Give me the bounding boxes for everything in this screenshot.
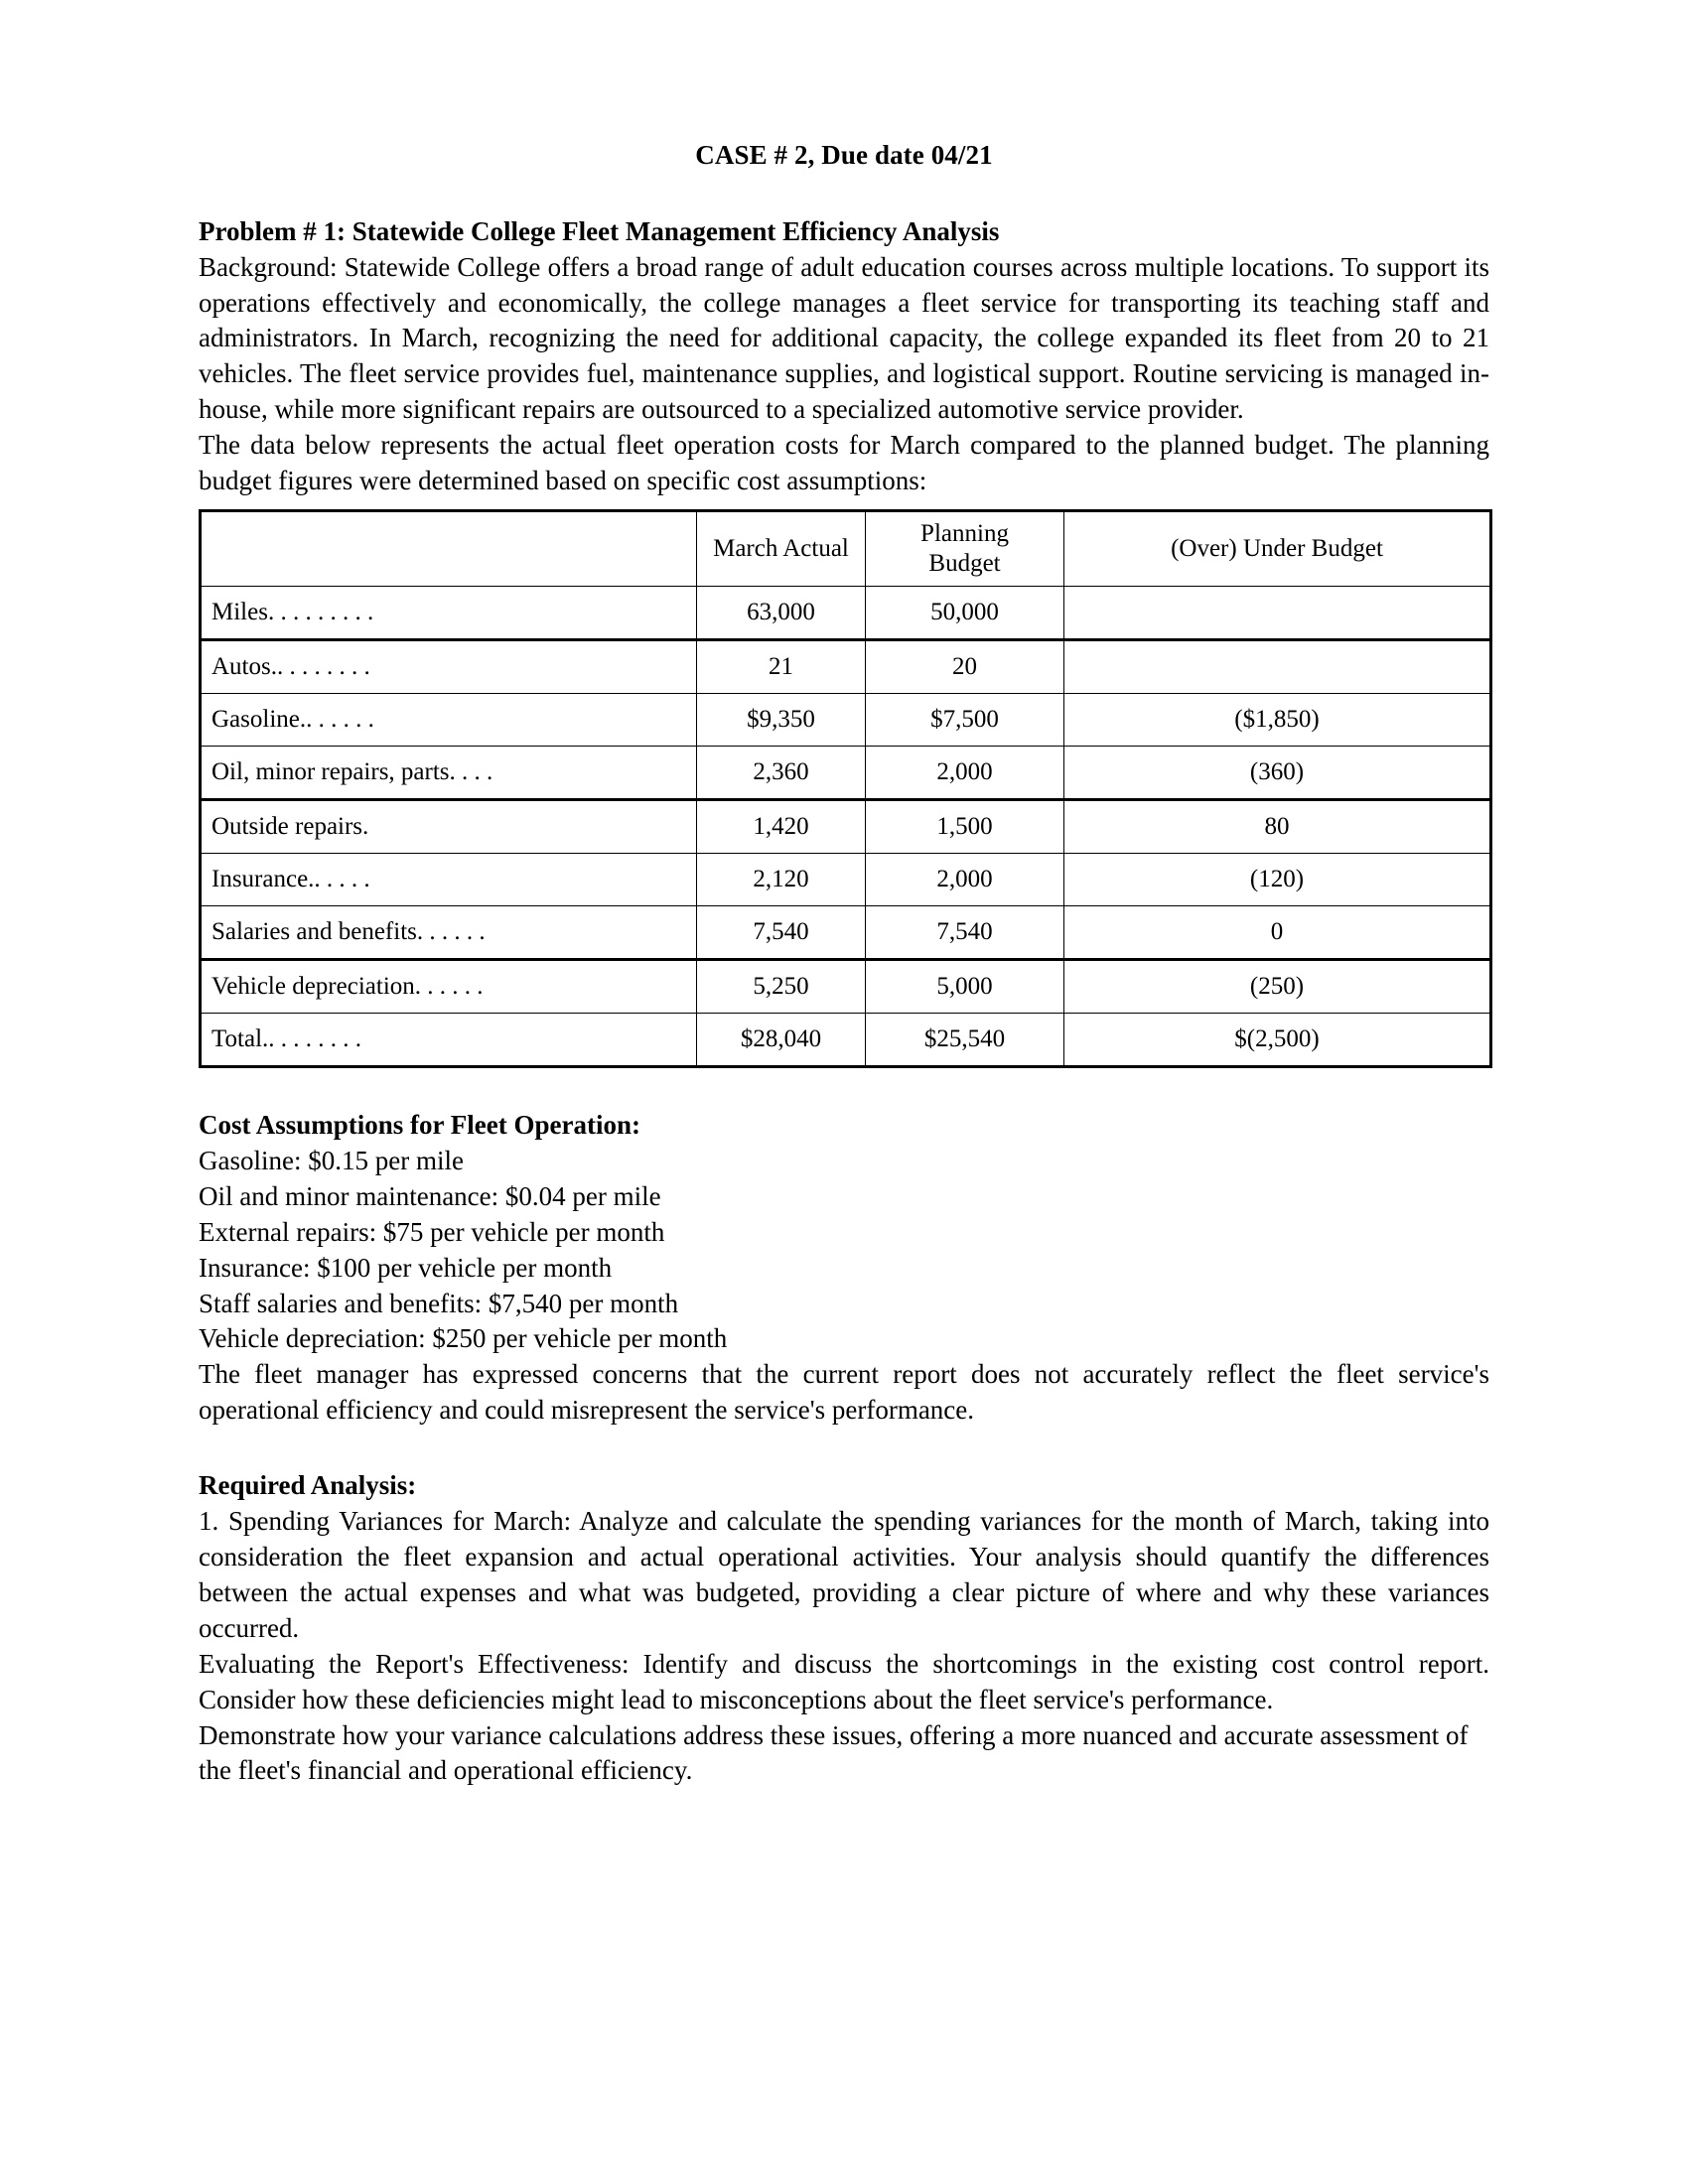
row-label-insurance: Insurance.. . . . .: [201, 854, 697, 906]
cell-salaries-variance: 0: [1064, 906, 1491, 960]
cell-miles-variance: [1064, 587, 1491, 640]
required-item-demonstrate-variance: Demonstrate how your variance calculations address these issues, offering a more nuanced and accurate assessment of the fleet's financial and operational efficiency.: [199, 1719, 1469, 1786]
planning-budget-line2: Budget: [928, 550, 1001, 577]
table-row: [201, 587, 1491, 640]
row-label-vehicle-depreciation: Vehicle depreciation. . . . . .: [201, 960, 697, 1014]
cost-assumptions-heading: Cost Assumptions for Fleet Operation:: [199, 1110, 640, 1140]
cost-assumption-external-repairs: External repairs: $75 per vehicle per month: [199, 1216, 665, 1247]
fleet-cost-table: [199, 509, 1492, 1068]
cell-autos-variance: [1064, 640, 1491, 694]
table-row: [201, 640, 1491, 694]
row-label-autos: Autos.. . . . . . . .: [201, 640, 697, 694]
cell-gasoline-variance: ($1,850): [1064, 694, 1491, 747]
cost-assumption-staff-salaries: Staff salaries and benefits: $7,540 per month: [199, 1288, 679, 1318]
cell-autos-budget: 20: [866, 640, 1064, 694]
manager-concern-paragraph: The fleet manager has expressed concerns that the current report does not accurately reflect the fleet service's operational efficiency and could misrepresent the service's performance.: [199, 1359, 1489, 1426]
table-body: [201, 587, 1491, 1067]
cell-total-budget: $25,540: [866, 1014, 1064, 1067]
cell-salaries-budget: 7,540: [866, 906, 1064, 960]
table-row: [201, 800, 1491, 854]
table-row: [201, 694, 1491, 747]
cell-oil-variance: (360): [1064, 747, 1491, 800]
row-label-outside-repairs: Outside repairs.: [201, 800, 697, 854]
cell-total-variance: $(2,500): [1064, 1014, 1491, 1067]
spacer-after-table: [199, 1068, 1489, 1108]
cost-assumption-oil-maintenance: Oil and minor maintenance: $0.04 per mile: [199, 1180, 661, 1211]
cost-assumption-gasoline: Gasoline: $0.15 per mile: [199, 1145, 464, 1175]
cell-depreciation-budget: 5,000: [866, 960, 1064, 1014]
cell-outside-repairs-actual: 1,420: [697, 800, 866, 854]
cell-miles-actual: 63,000: [697, 587, 866, 640]
column-header-march-actual: March Actual: [697, 511, 866, 587]
data-intro-paragraph: The data below represents the actual fleet operation costs for March compared to the planned budget. The planning budget figures were determined based on specific cost assumptions:: [199, 430, 1489, 496]
cell-depreciation-variance: (250): [1064, 960, 1491, 1014]
table-row: [201, 960, 1491, 1014]
table-header-row: [201, 511, 1491, 587]
required-analysis-heading: Required Analysis:: [199, 1470, 417, 1501]
cost-assumption-vehicle-depreciation: Vehicle depreciation: $250 per vehicle per month: [199, 1323, 728, 1354]
cell-salaries-actual: 7,540: [697, 906, 866, 960]
table-row: [201, 906, 1491, 960]
cell-insurance-actual: 2,120: [697, 854, 866, 906]
table-row: [201, 747, 1491, 800]
table-header: [201, 511, 1491, 587]
cell-insurance-variance: (120): [1064, 854, 1491, 906]
row-label-oil-minor-repairs-parts: Oil, minor repairs, parts. . . .: [201, 747, 697, 800]
cell-autos-actual: 21: [697, 640, 866, 694]
background-paragraph: Background: Statewide College offers a broad range of adult education courses across multiple locations. To support its operations effectively and economically, the college manages a fleet service for transporting its teaching staff and administrators. In March, recognizing the need for additional capacity, the college expanded its fleet from 20 to 21 vehicles. The fleet service provides fuel, maintenance supplies, and logistical support. Routine servicing is managed in-house, while more significant repairs are outsourced to a specialized automotive service provider.: [199, 251, 1489, 425]
table-row: [201, 854, 1491, 906]
row-label-salaries-and-benefits: Salaries and benefits. . . . . .: [201, 906, 697, 960]
table-row-total: [201, 1014, 1491, 1067]
column-header-over-under-budget: (Over) Under Budget: [1064, 511, 1491, 587]
cell-depreciation-actual: 5,250: [697, 960, 866, 1014]
cell-miles-budget: 50,000: [866, 587, 1064, 640]
spacer-before-required: [199, 1429, 1489, 1468]
cell-outside-repairs-variance: 80: [1064, 800, 1491, 854]
row-label-total: Total.. . . . . . . .: [201, 1014, 697, 1067]
column-header-planning-budget: [866, 511, 1064, 587]
cell-total-actual: $28,040: [697, 1014, 866, 1067]
cell-gasoline-actual: $9,350: [697, 694, 866, 747]
cell-oil-budget: 2,000: [866, 747, 1064, 800]
cell-insurance-budget: 2,000: [866, 854, 1064, 906]
planning-budget-line1: Planning: [920, 520, 1009, 547]
document-content: [199, 139, 1489, 1789]
cost-assumption-insurance: Insurance: $100 per vehicle per month: [199, 1252, 613, 1283]
required-item-report-effectiveness: Evaluating the Report's Effectiveness: Identify and discuss the shortcomings in the existing cost control report. Consider how these deficiencies might lead to misconceptions about the fleet service's performance.: [199, 1648, 1489, 1714]
cell-gasoline-budget: $7,500: [866, 694, 1064, 747]
document-title: CASE # 2, Due date 04/21: [695, 140, 993, 170]
cell-oil-actual: 2,360: [697, 747, 866, 800]
cell-outside-repairs-budget: 1,500: [866, 800, 1064, 854]
row-label-gasoline: Gasoline.. . . . . .: [201, 694, 697, 747]
row-label-miles: Miles. . . . . . . . .: [201, 587, 697, 640]
required-item-spending-variances: 1. Spending Variances for March: Analyze and calculate the spending variances for the month of March, taking into consideration the fleet expansion and actual operational activities. Your analysis should quantify the differences between the actual expenses and what was budgeted, providing a clear picture of where and why these variances occurred.: [199, 1506, 1489, 1643]
column-header-blank: [201, 511, 697, 587]
problem-heading: Problem # 1: Statewide College Fleet Management Efficiency Analysis: [199, 215, 1000, 246]
